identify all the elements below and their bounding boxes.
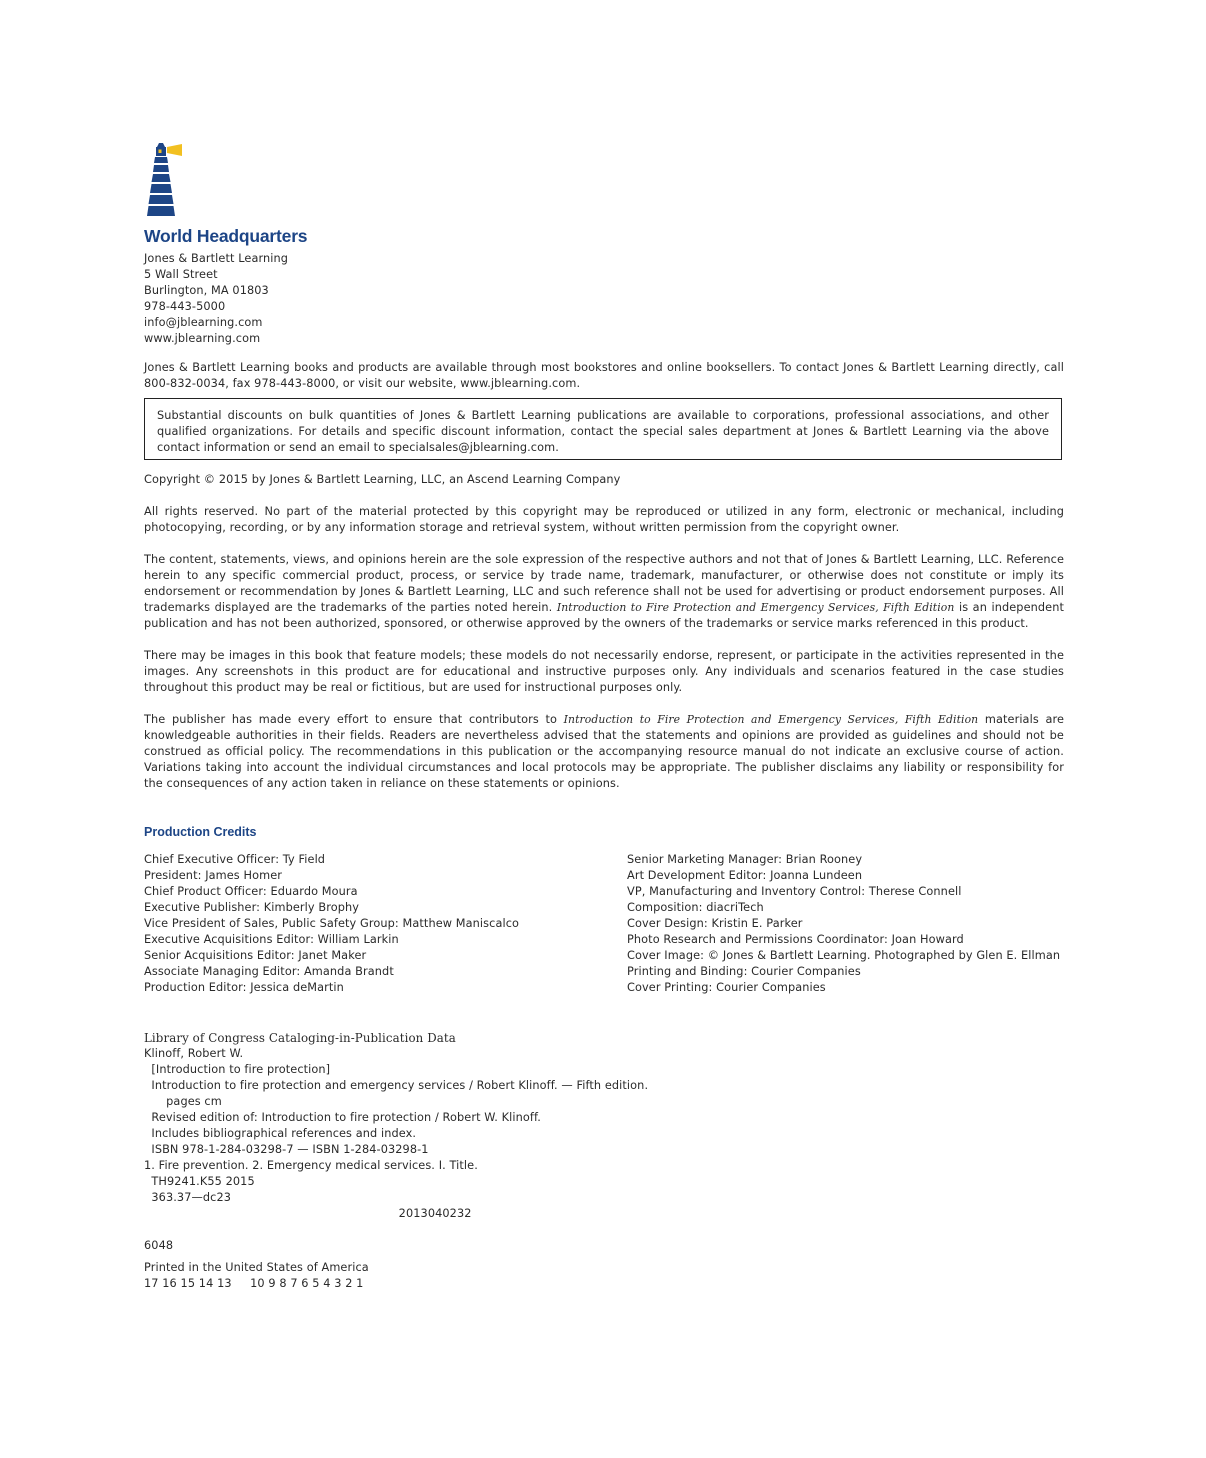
bulk-discount-text: Substantial discounts on bulk quantities of Jones & Bartlett Learning publications are available to corporations, professional associations, and other qualified organizations. For details and specific discount information, contact the special sales department at Jones & Bartlett Learning via the above contact information or send an email to specialsales@jblearning.com. — [157, 409, 1049, 454]
publisher-disclaimer-text-1: The publisher has made every effort to ensure that contributors to — [144, 713, 564, 726]
copyright-line: Copyright © 2015 by Jones & Bartlett Learning, LLC, an Ascend Learning Company — [144, 473, 621, 486]
credit-line: President: James Homer — [144, 869, 282, 882]
phone-number: 978-443-5000 — [144, 300, 226, 313]
credit-line: Production Editor: Jessica deMartin — [144, 981, 344, 994]
cip-data-block — [144, 1030, 648, 1222]
printed-in-line: Printed in the United States of America — [144, 1261, 369, 1274]
credit-line: Cover Image: © Jones & Bartlett Learning. Photographed by Glen E. Ellman — [627, 949, 1061, 962]
email-link[interactable]: info@jblearning.com — [144, 316, 263, 329]
content-disclaimer-text-1: The content, statements, views, and opinions herein are the sole expression of the respective authors and not that of Jones & Bartlett Learning, LLC. Reference herein to any specific commercial product, process, or service by trade name, trademark, manufacturer, or otherwise does not constitute or imply its endorsement or recommendation by Jones & Bartlett Learning, LLC and such reference shall not be used for advertising or product endorsement purposes. All trademarks displayed are the trademarks of the parties noted herein. — [144, 553, 1064, 614]
cip-line: pages cm — [144, 1095, 222, 1108]
credit-line: Chief Product Officer: Eduardo Moura — [144, 885, 358, 898]
credit-line: Associate Managing Editor: Amanda Brandt — [144, 965, 394, 978]
city-state-zip: Burlington, MA 01803 — [144, 284, 269, 297]
cip-line: TH9241.K55 2015 — [144, 1175, 255, 1188]
credits-right-column — [627, 852, 1060, 996]
credit-line: Senior Acquisitions Editor: Janet Maker — [144, 949, 367, 962]
credit-line: Photo Research and Permissions Coordinator: Joan Howard — [627, 933, 964, 946]
credit-line: Composition: diacriTech — [627, 901, 764, 914]
credit-line: Executive Publisher: Kimberly Brophy — [144, 901, 360, 914]
street-address: 5 Wall Street — [144, 268, 218, 281]
cip-heading: Library of Congress Cataloging-in-Publication Data — [144, 1031, 456, 1045]
book-title: Introduction to Fire Protection and Emergency Services, Fifth Edition — [556, 601, 955, 614]
content-disclaimer-paragraph — [144, 552, 1064, 632]
cip-line: 1. Fire prevention. 2. Emergency medical services. I. Title. — [144, 1159, 478, 1172]
content-disclaimer-text-2: is an independent publication and has not been authorized, sponsored, or otherwise approved by the owners of the trademarks or service marks referenced in this product. — [144, 601, 1064, 630]
bulk-discount-box — [144, 398, 1062, 460]
credit-line: Executive Acquisitions Editor: William Larkin — [144, 933, 399, 946]
lighthouse-logo — [144, 143, 184, 217]
rights-paragraph: All rights reserved. No part of the material protected by this copyright may be reproduced or utilized in any form, electronic or mechanical, including photocopying, recording, or by any information storage and retrieval system, without written permission from the copyright owner. — [144, 505, 1064, 534]
website-link[interactable]: www.jblearning.com — [144, 332, 261, 345]
credit-line: Senior Marketing Manager: Brian Rooney — [627, 853, 863, 866]
publisher-disclaimer-paragraph — [144, 712, 1064, 792]
credit-line: Cover Printing: Courier Companies — [627, 981, 826, 994]
publisher-name: Jones & Bartlett Learning — [144, 252, 289, 265]
headquarters-address — [144, 251, 288, 347]
credit-line: Chief Executive Officer: Ty Field — [144, 853, 326, 866]
print-number-line: 17 16 15 14 13 10 9 8 7 6 5 4 3 2 1 — [144, 1277, 364, 1290]
publisher-disclaimer-text-2: materials are knowledgeable authorities in their fields. Readers are nevertheless advised that the statements and opinions are provided as guidelines and should not be construed as official policy. The recommendations in this publication or the accompanying resource manual do not indicate an exclusive course of action. Variations taking into account the individual circumstances and local protocols may be appropriate. The publisher disclaims any liability or responsibility for the consequences of any action taken in reliance on these statements or opinions. — [144, 713, 1065, 790]
print-code: 6048 — [144, 1239, 174, 1252]
cip-control-number: 2013040232 — [144, 1207, 472, 1220]
cip-line: Klinoff, Robert W. — [144, 1047, 244, 1060]
cip-line: 363.37—dc23 — [144, 1191, 232, 1204]
production-credits-title: Production Credits — [144, 825, 257, 839]
cip-line: Includes bibliographical references and index. — [144, 1127, 417, 1140]
book-title: Introduction to Fire Protection and Emergency Services, Fifth Edition — [563, 713, 979, 726]
cip-line: Revised edition of: Introduction to fire protection / Robert W. Klinoff. — [144, 1111, 541, 1124]
contact-paragraph: Jones & Bartlett Learning books and products are available through most bookstores and online booksellers. To contact Jones & Bartlett Learning directly, call 800-832-0034, fax 978-443-8000, or visit our website, www.jblearning.com. — [144, 361, 1064, 390]
cip-line: Introduction to fire protection and emergency services / Robert Klinoff. — Fifth edition. — [144, 1079, 649, 1092]
credit-line: Art Development Editor: Joanna Lundeen — [627, 869, 863, 882]
cip-line: ISBN 978-1-284-03298-7 — ISBN 1-284-03298-1 — [144, 1143, 429, 1156]
images-disclaimer-paragraph: There may be images in this book that feature models; these models do not necessarily endorse, represent, or participate in the activities represented in the images. Any screenshots in this product are for educational and instructive purposes only. Any individuals and scenarios featured in the case studies throughout this product may be real or fictitious, but are used for instructional purposes only. — [144, 649, 1064, 694]
credit-line: Vice President of Sales, Public Safety Group: Matthew Maniscalco — [144, 917, 520, 930]
credits-left-column — [144, 852, 519, 996]
credit-line: Cover Design: Kristin E. Parker — [627, 917, 803, 930]
headquarters-title: World Headquarters — [144, 226, 308, 246]
credit-line: Printing and Binding: Courier Companies — [627, 965, 861, 978]
credit-line: VP, Manufacturing and Inventory Control: Therese Connell — [627, 885, 962, 898]
cip-line: [Introduction to fire protection] — [144, 1063, 331, 1076]
